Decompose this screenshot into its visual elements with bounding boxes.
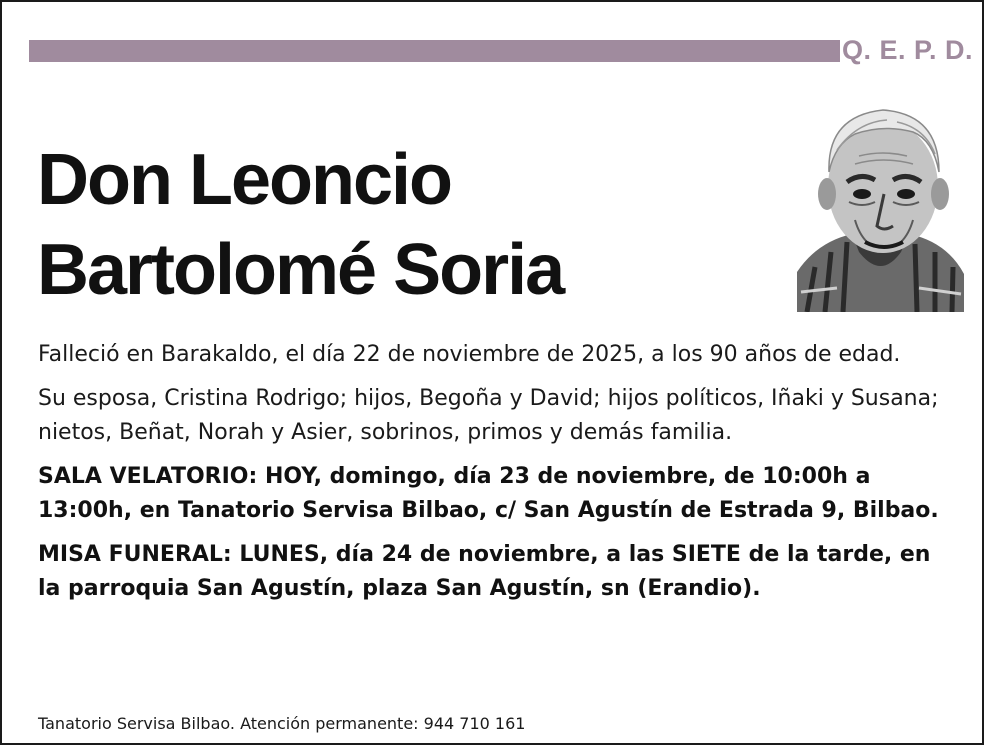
funeral-info: MISA FUNERAL: LUNES, día 24 de noviembre, a las SIETE de la tarde, en la parroquia San Agustín, plaza San Agustín, sn (Erandio).: [38, 542, 931, 601]
deceased-name-line2: Bartolomé Soria: [37, 230, 564, 310]
deceased-photo: [797, 102, 964, 312]
death-statement: Falleció en Barakaldo, el día 22 de noviembre de 2025, a los 90 años de edad.: [38, 342, 901, 367]
footer-contact: Tanatorio Servisa Bilbao. Atención permanente: 944 710 161: [38, 714, 526, 733]
deceased-name-line1: Don Leoncio: [37, 140, 451, 220]
header-bar: [29, 40, 840, 62]
wake-info: SALA VELATORIO: HOY, domingo, día 23 de noviembre, de 10:00h a 13:00h, en Tanatorio Servisa Bilbao, c/ San Agustín de Estrada 9, Bilbao.: [38, 464, 939, 523]
deceased-name: [37, 135, 563, 315]
family-list: Su esposa, Cristina Rodrigo; hijos, Begoña y David; hijos políticos, Iñaki y Susana; nietos, Beñat, Norah y Asier, sobrinos, primos y demás familia.: [38, 386, 939, 445]
notice-body: [38, 338, 958, 616]
qepd-label: Q. E. P. D.: [842, 35, 974, 65]
